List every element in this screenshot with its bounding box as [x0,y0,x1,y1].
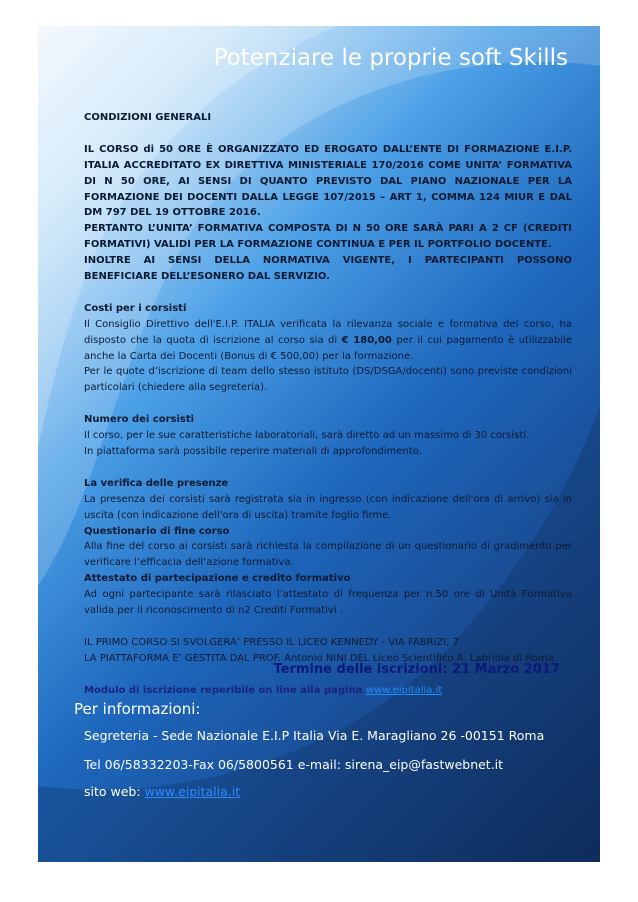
info-website [84,784,240,799]
conditions-heading: CONDIZIONI GENERALI [84,112,212,123]
participants-paragraph-1: Il corso, per le sue caratteristiche laboratoriali, sarà diretto ad un massimo di 30 corsisti. [84,430,530,442]
signup-link[interactable]: www.eipitalia.it [365,684,443,696]
location-line-1: IL PRIMO CORSO SI SVOLGERA’ PRESSO IL LICEO KENNEDY - VIA FABRIZI, 7 [84,636,459,648]
content-body [84,110,572,698]
conditions-paragraph-3: INOLTRE AI SENSI DELLA NORMATIVA VIGENTE, I PARTECIPANTI POSSONO BENEFICIARE DELL’ESONERO DAL SERVIZIO. [84,255,572,283]
costs-text-before: Il Consiglio Direttivo dell'E.I.P. ITALIA verificata la rilevanza sociale e formativa del corso, ha disposto che la quota di iscrizione al corso sia di [84,318,572,346]
signup-line [84,683,572,699]
info-address: Segreteria - Sede Nazionale E.I.P Italia Via E. Maragliano 26 -00151 Roma [84,728,545,743]
deadline-text: Termine delle iscrizioni: 21 Marzo 2017 [273,662,560,677]
costs-text-after: per il cui pagamento è utilizzabile anche la Carta dei Docenti (Bonus di € 500,00) per la formazione. [84,334,572,362]
certificate-heading: Attestato di partecipazione e credito formativo [84,573,351,585]
website-link[interactable]: www.eipitalia.it [144,784,241,799]
costs-paragraph-1 [84,317,572,365]
costs-paragraph-2: Per le quote d’iscrizione di team dello stesso istituto (DS/DSGA/docenti) sono previste condizioni particolari (chiedere alla segreteria). [84,366,572,394]
page-title: Potenziare le proprie soft Skills [213,45,568,71]
signup-text: Modulo di iscrizione reperibile on line alla pagina [84,684,366,696]
info-contacts: Tel 06/58332203-Fax 06/5800561 e-mail: sirena_eip@fastwebnet.it [84,757,504,772]
course-price: € 180,00 [341,334,392,346]
attendance-paragraph: La presenza dei corsisti sarà registrata sia in ingresso (con indicazione dell'ora di arrivo) sia in uscita (con indicazione dell'ora di uscita) tramite foglio firme. [84,493,572,521]
flyer-page [38,26,600,862]
questionnaire-paragraph: Alla fine del corso ai corsisti sarà richiesta la compilazione di un questionario di gradimento per verificare l’efficacia dell’azione formativa. [84,541,572,569]
conditions-paragraph-2: PERTANTO L’UNITA’ FORMATIVA COMPOSTA DI N 50 ORE SARÀ PARI A 2 CF (CREDITI FORMATIVI) VALIDI PER LA FORMAZIONE CONTINUA E PER IL PORTFOLIO DOCENTE. [84,223,572,251]
conditions-paragraph-1: IL CORSO di 50 ORE È ORGANIZZATO ED EROGATO DALL’ENTE DI FORMAZIONE E.I.P. ITALIA ACCREDITATO EX DIRETTIVA MINISTERIALE 170/2016 COME UNITA’ FORMATIVA DI N 50 ORE, AI SENSI DI QUANTO PREVISTO DAL PIANO NAZIONALE PER LA FORMAZIONE DEI DOCENTI DALLA LEGGE 107/2015 – ART 1, COMMA 124 MIUR E DAL DM 797 DEL 19 OTTOBRE 2016. [84,143,572,219]
participants-heading: Numero dei corsisti [84,414,195,426]
website-label: sito web: [84,784,145,799]
info-title: Per informazioni: [74,700,201,718]
attendance-heading: La verifica delle presenze [84,477,229,489]
questionnaire-heading: Questionario di fine corso [84,525,230,537]
participants-paragraph-2: In piattaforma sarà possibile reperire materiali di approfondimento. [84,445,422,457]
costs-heading: Costi per i corsisti [84,302,187,314]
certificate-paragraph: Ad ogni partecipante sarà rilasciato l’attestato di frequenza per n.50 ore di Unità Formativa valida per il riconoscimento di n2 Crediti Formativi . [84,589,572,617]
location-line-2: LA PIATTAFORMA E’ GESTITA DAL PROF. Antonio NINI DEL Liceo Scientifico A. Labriola di Roma. [84,652,557,664]
